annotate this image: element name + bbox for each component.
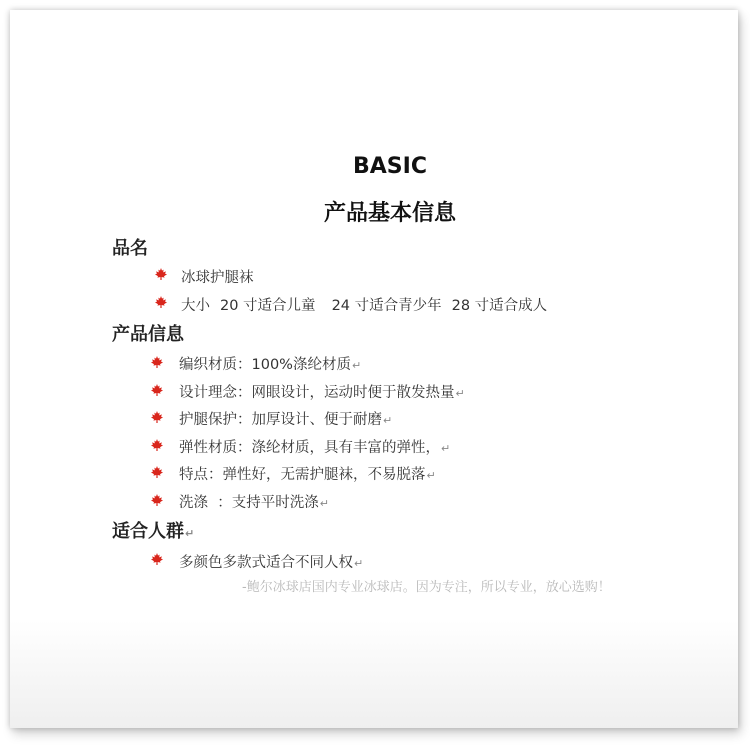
store-slogan: -鲍尔冰球店国内专业冰球店。因为专注，所以专业，放心选购！ xyxy=(242,580,611,595)
list-item xyxy=(179,381,465,402)
product-name: 冰球护腿袜 xyxy=(181,270,254,286)
list-item xyxy=(181,294,547,315)
list-item xyxy=(179,463,436,484)
list-item xyxy=(179,491,329,512)
bottom-shadow xyxy=(10,620,738,728)
title-english: BASIC xyxy=(353,154,427,179)
return-mark-icon: ↵ xyxy=(426,469,436,482)
info-text: 特点：弹性好，无需护腿袜，不易脱落 xyxy=(179,467,426,483)
size-label: 大小 xyxy=(181,298,210,314)
info-text: 设计理念：网眼设计，运动时便于散发热量 xyxy=(179,385,455,401)
list-item xyxy=(179,551,363,572)
maple-leaf-icon xyxy=(151,466,163,478)
return-mark-icon: ↵ xyxy=(185,527,195,540)
maple-leaf-icon xyxy=(151,553,163,565)
return-mark-icon: ↵ xyxy=(383,414,393,427)
list-item xyxy=(179,436,450,457)
list-item xyxy=(181,266,254,287)
maple-leaf-icon xyxy=(155,268,167,280)
list-item xyxy=(179,353,361,374)
info-text: 编织材质：100%涤纶材质 xyxy=(179,357,351,373)
info-text: 洗涤 ：支持平时洗涤 xyxy=(179,495,319,511)
size-option: 28 寸适合成人 xyxy=(451,298,548,314)
size-option: 20 寸适合儿童 xyxy=(220,298,316,314)
return-mark-icon: ↵ xyxy=(351,359,362,372)
size-option: 24 寸适合青少年 xyxy=(331,298,442,314)
maple-leaf-icon xyxy=(151,384,163,396)
maple-leaf-icon xyxy=(151,494,163,506)
return-mark-icon: ↵ xyxy=(441,442,451,455)
return-mark-icon: ↵ xyxy=(455,387,465,400)
return-mark-icon: ↵ xyxy=(319,497,329,510)
section-heading-text: 适合人群 xyxy=(112,521,184,542)
section-heading-crowd xyxy=(112,517,194,543)
info-text: 弹性材质：涤纶材质，具有丰富的弹性， xyxy=(179,440,440,456)
crowd-text: 多颜色多款式适合不同人权 xyxy=(179,555,353,571)
title-chinese: 产品基本信息 xyxy=(323,201,456,226)
info-text: 护腿保护：加厚设计、便于耐磨 xyxy=(179,412,382,428)
list-item xyxy=(179,408,392,429)
section-heading-name: 品名 xyxy=(112,238,148,259)
maple-leaf-icon xyxy=(151,411,163,423)
return-mark-icon: ↵ xyxy=(354,557,364,570)
maple-leaf-icon xyxy=(151,356,163,368)
section-heading-info: 产品信息 xyxy=(112,324,184,345)
maple-leaf-icon xyxy=(155,296,167,308)
maple-leaf-icon xyxy=(151,439,163,451)
